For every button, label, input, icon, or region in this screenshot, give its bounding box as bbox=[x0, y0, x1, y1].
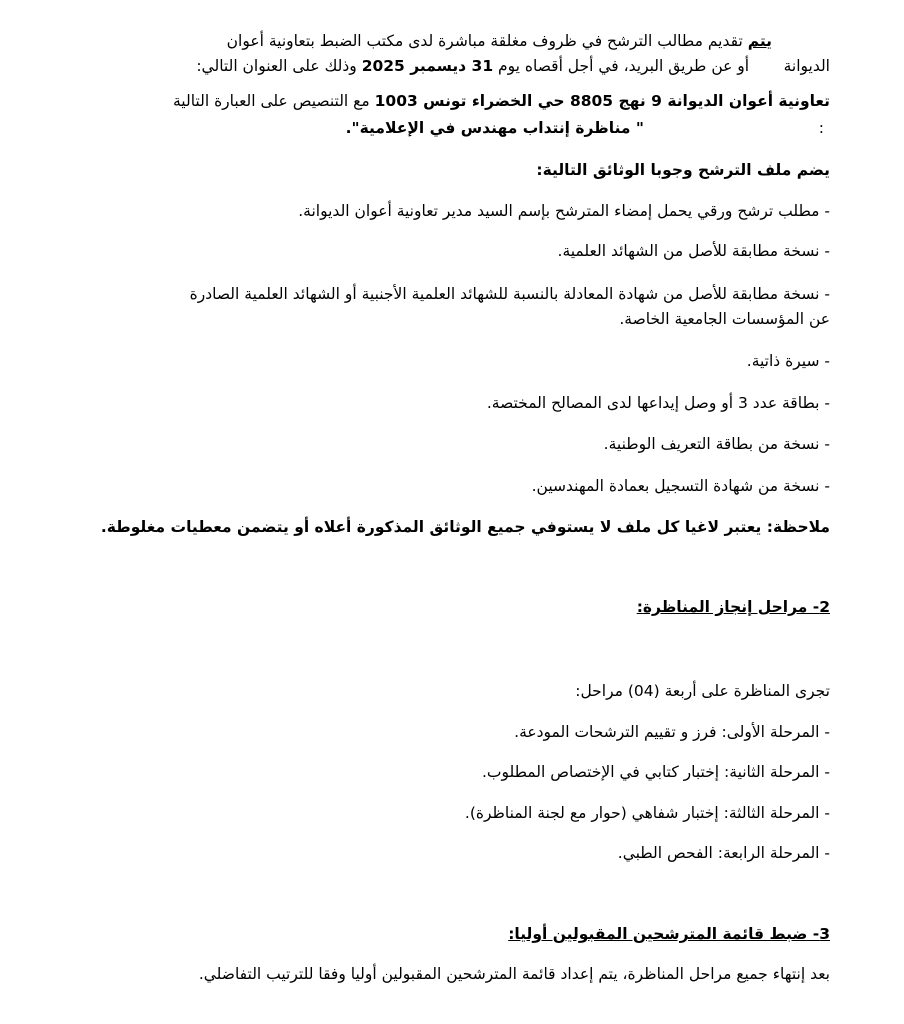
address-line bbox=[173, 91, 830, 111]
stage-item: - المرحلة الأولى: فرز و تقييم الترشحات المودعة. bbox=[514, 723, 830, 741]
address: تعاونية أعوان الديوانة 9 نهج 8805 حي الخضراء تونس 1003 bbox=[374, 92, 830, 110]
competition-colon: : bbox=[818, 119, 824, 137]
document-item-continued: عن المؤسسات الجامعية الخاصة. bbox=[619, 310, 830, 328]
intro-line-1 bbox=[227, 31, 772, 51]
document-item: - بطاقة عدد 3 أو وصل إيداعها لدى المصالح المختصة. bbox=[486, 394, 830, 412]
document-item: - نسخة من بطاقة التعريف الوطنية. bbox=[603, 435, 830, 453]
stage-item: - المرحلة الثانية: إختبار كتابي في الإختصاص المطلوب. bbox=[481, 763, 830, 781]
intro-bold-word: يتم bbox=[747, 32, 772, 50]
document-item: - نسخة من شهادة التسجيل بعمادة المهندسين. bbox=[531, 477, 830, 495]
section-2-intro: تجرى المناظرة على أربعة (04) مراحل: bbox=[575, 682, 830, 700]
document-item: - نسخة مطابقة للأصل من شهادة المعادلة بالنسبة للشهائد العلمية الأجنبية أو الشهائد العلمية الصادرة bbox=[189, 285, 830, 303]
stage-item: - المرحلة الرابعة: الفحص الطبي. bbox=[617, 844, 830, 862]
competition-title: " مناظرة إنتداب مهندس في الإعلامية". bbox=[345, 119, 644, 137]
section-3-body: بعد إنتهاء جميع مراحل المناظرة، يتم إعداد قائمة المترشحين المقبولين أوليا وفقا للترتيب التفاضلي. bbox=[198, 965, 830, 983]
intro-line-2 bbox=[196, 56, 830, 76]
section-2-heading: 2- مراحل إنجاز المناظرة: bbox=[636, 598, 830, 616]
intro-line-2-tail: وذلك على العنوان التالي: bbox=[196, 57, 362, 75]
documents-heading: يضم ملف الترشح وجوبا الوثائق التالية: bbox=[536, 161, 830, 179]
section-3-heading: 3- ضبط قائمة المترشحين المقبولين أوليا: bbox=[508, 925, 830, 943]
stage-item: - المرحلة الثالثة: إختبار شفاهي (حوار مع لجنة المناظرة). bbox=[464, 804, 830, 822]
document-item: - مطلب ترشح ورقي يحمل إمضاء المترشح بإسم السيد مدير تعاونية أعوان الديوانة. bbox=[298, 202, 830, 220]
intro-line-1-text: تقديم مطالب الترشح في ظروف مغلقة مباشرة لدى مكتب الضبط بتعاونية أعوان bbox=[226, 32, 748, 50]
document-item: - سيرة ذاتية. bbox=[746, 352, 830, 370]
address-tail: مع التنصيص على العبارة التالية bbox=[173, 92, 375, 110]
note: ملاحظة: يعتبر لاغيا كل ملف لا يستوفي جميع الوثائق المذكورة أعلاه أو يتضمن معطيات مغلوطة. bbox=[100, 518, 830, 536]
intro-line-2-text: الديوانة أو عن طريق البريد، في أجل أقصاه يوم bbox=[493, 57, 830, 75]
deadline-date: 31 ديسمبر 2025 bbox=[361, 57, 494, 75]
document-item: - نسخة مطابقة للأصل من الشهائد العلمية. bbox=[557, 242, 830, 260]
